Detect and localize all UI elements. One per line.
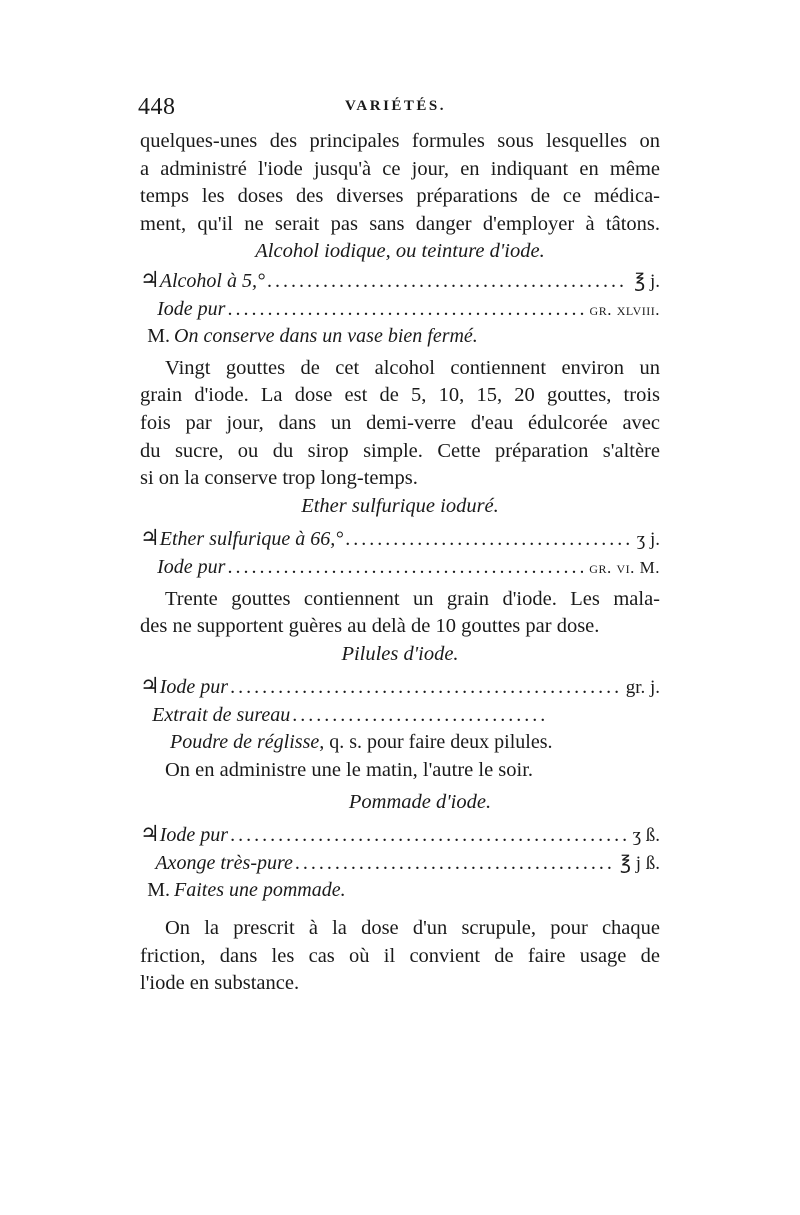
ingredient-dose: ℥ j ß. <box>619 852 660 874</box>
text-line: friction, dans les cas où il convient de faire usage de <box>140 944 660 967</box>
document-page <box>140 94 660 998</box>
instruction-lead: M. <box>147 879 170 902</box>
leader-dots <box>227 296 583 324</box>
text-line: On en administre une le matin, l'autre le soir. <box>165 759 534 782</box>
text-line: quelques-unes des principales formules sous lesquelles on <box>140 130 660 152</box>
section-title-pommade: Pommade d'iode. <box>348 790 492 813</box>
ingredient-dose: q. s. pour faire deux pilules. <box>329 731 553 754</box>
ingredient-name: Extrait de sureau <box>152 703 291 726</box>
leader-dots <box>295 850 614 878</box>
text-line: si on la conserve trop long-temps. <box>140 467 418 490</box>
section-title-pilules: Pilules d'iode. <box>341 642 459 665</box>
recipe-symbol-icon: ♃ <box>140 266 160 292</box>
ingredient-name: Poudre de réglisse, <box>170 731 325 754</box>
intro-paragraph <box>140 128 660 238</box>
recipe-symbol-icon: ♃ <box>140 821 160 847</box>
note-paragraph <box>140 757 660 785</box>
text-line: ment, qu'il ne serait pas sans danger d'employer à tâtons. <box>140 212 660 235</box>
text-line: temps les doses des diverses préparations de ce médica- <box>140 185 660 208</box>
recipe-alcohol-iodique <box>140 266 660 351</box>
ingredient-dose: ℥ j. <box>634 270 660 292</box>
instruction-lead: M. <box>147 325 170 348</box>
recipe-ether-sulfurique <box>140 524 660 581</box>
text-line: a administré l'iode jusqu'à ce jour, en indiquant en même <box>140 157 660 180</box>
ingredient-name: Ether sulfurique à 66,° <box>159 528 344 551</box>
instruction-text: On conserve dans un vase bien fermé. <box>174 325 478 348</box>
recipe-pilules <box>140 672 660 757</box>
recipe-line <box>140 729 660 757</box>
recipe-line <box>140 850 660 878</box>
ingredient-name: Iode pur <box>157 297 226 320</box>
recipe-instruction <box>140 323 660 351</box>
recipe-pommade <box>140 820 660 905</box>
page-number: 448 <box>138 94 176 120</box>
note-paragraph <box>140 915 660 998</box>
text-line: du sucre, ou du sirop simple. Cette préparation s'altère <box>140 439 660 462</box>
note-paragraph <box>140 586 660 641</box>
ingredient-dose: ʒ ß. <box>632 825 660 847</box>
ingredient-name: Iode pur <box>157 555 226 578</box>
recipe-line <box>140 266 660 296</box>
leader-dots <box>230 674 620 702</box>
recipe-line <box>140 524 660 554</box>
ingredient-dose: gr. xlviii. <box>589 299 660 319</box>
running-head: VARIÉTÉS. <box>345 98 447 114</box>
ingredient-name: Iode pur <box>159 676 229 699</box>
text-line: fois par jour, dans un demi-verre d'eau édulcorée avec <box>140 411 660 434</box>
section-title-ether-sulfurique: Ether sulfurique ioduré. <box>301 494 499 517</box>
leader-dots <box>267 268 628 296</box>
recipe-line <box>140 702 660 730</box>
recipe-instruction <box>140 877 660 905</box>
recipe-symbol-icon: ♃ <box>140 525 160 551</box>
text-line: Vingt gouttes de cet alcohol contiennent environ un <box>165 356 660 379</box>
ingredient-dose: gr. j. <box>625 677 660 699</box>
leader-dots <box>230 822 627 850</box>
ingredient-dose: gr. vi. M. <box>589 557 660 577</box>
note-paragraph <box>140 355 660 493</box>
recipe-line <box>140 296 660 324</box>
page-header <box>140 94 660 128</box>
instruction-text: Faites une pommade. <box>174 879 346 902</box>
ingredient-dose: ʒ j. <box>636 529 660 551</box>
text-line: Trente gouttes contiennent un grain d'iode. Les mala- <box>165 587 660 610</box>
ingredient-name: Axonge très-pure <box>155 851 293 874</box>
leader-dots <box>292 702 544 730</box>
ingredient-name: Alcohol à 5,° <box>159 269 265 292</box>
text-line: des ne supportent guères au delà de 10 gouttes par dose. <box>140 615 600 638</box>
text-line: On la prescrit à la dose d'un scrupule, pour chaque <box>165 917 660 940</box>
recipe-symbol-icon: ♃ <box>140 673 160 699</box>
recipe-line <box>140 820 660 850</box>
recipe-line <box>140 672 660 702</box>
leader-dots <box>227 554 583 582</box>
ingredient-name: Iode pur <box>159 824 229 847</box>
leader-dots <box>345 526 631 554</box>
recipe-line <box>140 554 660 582</box>
text-line: grain d'iode. La dose est de 5, 10, 15, 20 gouttes, trois <box>140 384 660 407</box>
section-title-alcohol-iodique: Alcohol iodique, ou teinture d'iode. <box>255 240 545 263</box>
text-line: l'iode en substance. <box>140 972 300 995</box>
